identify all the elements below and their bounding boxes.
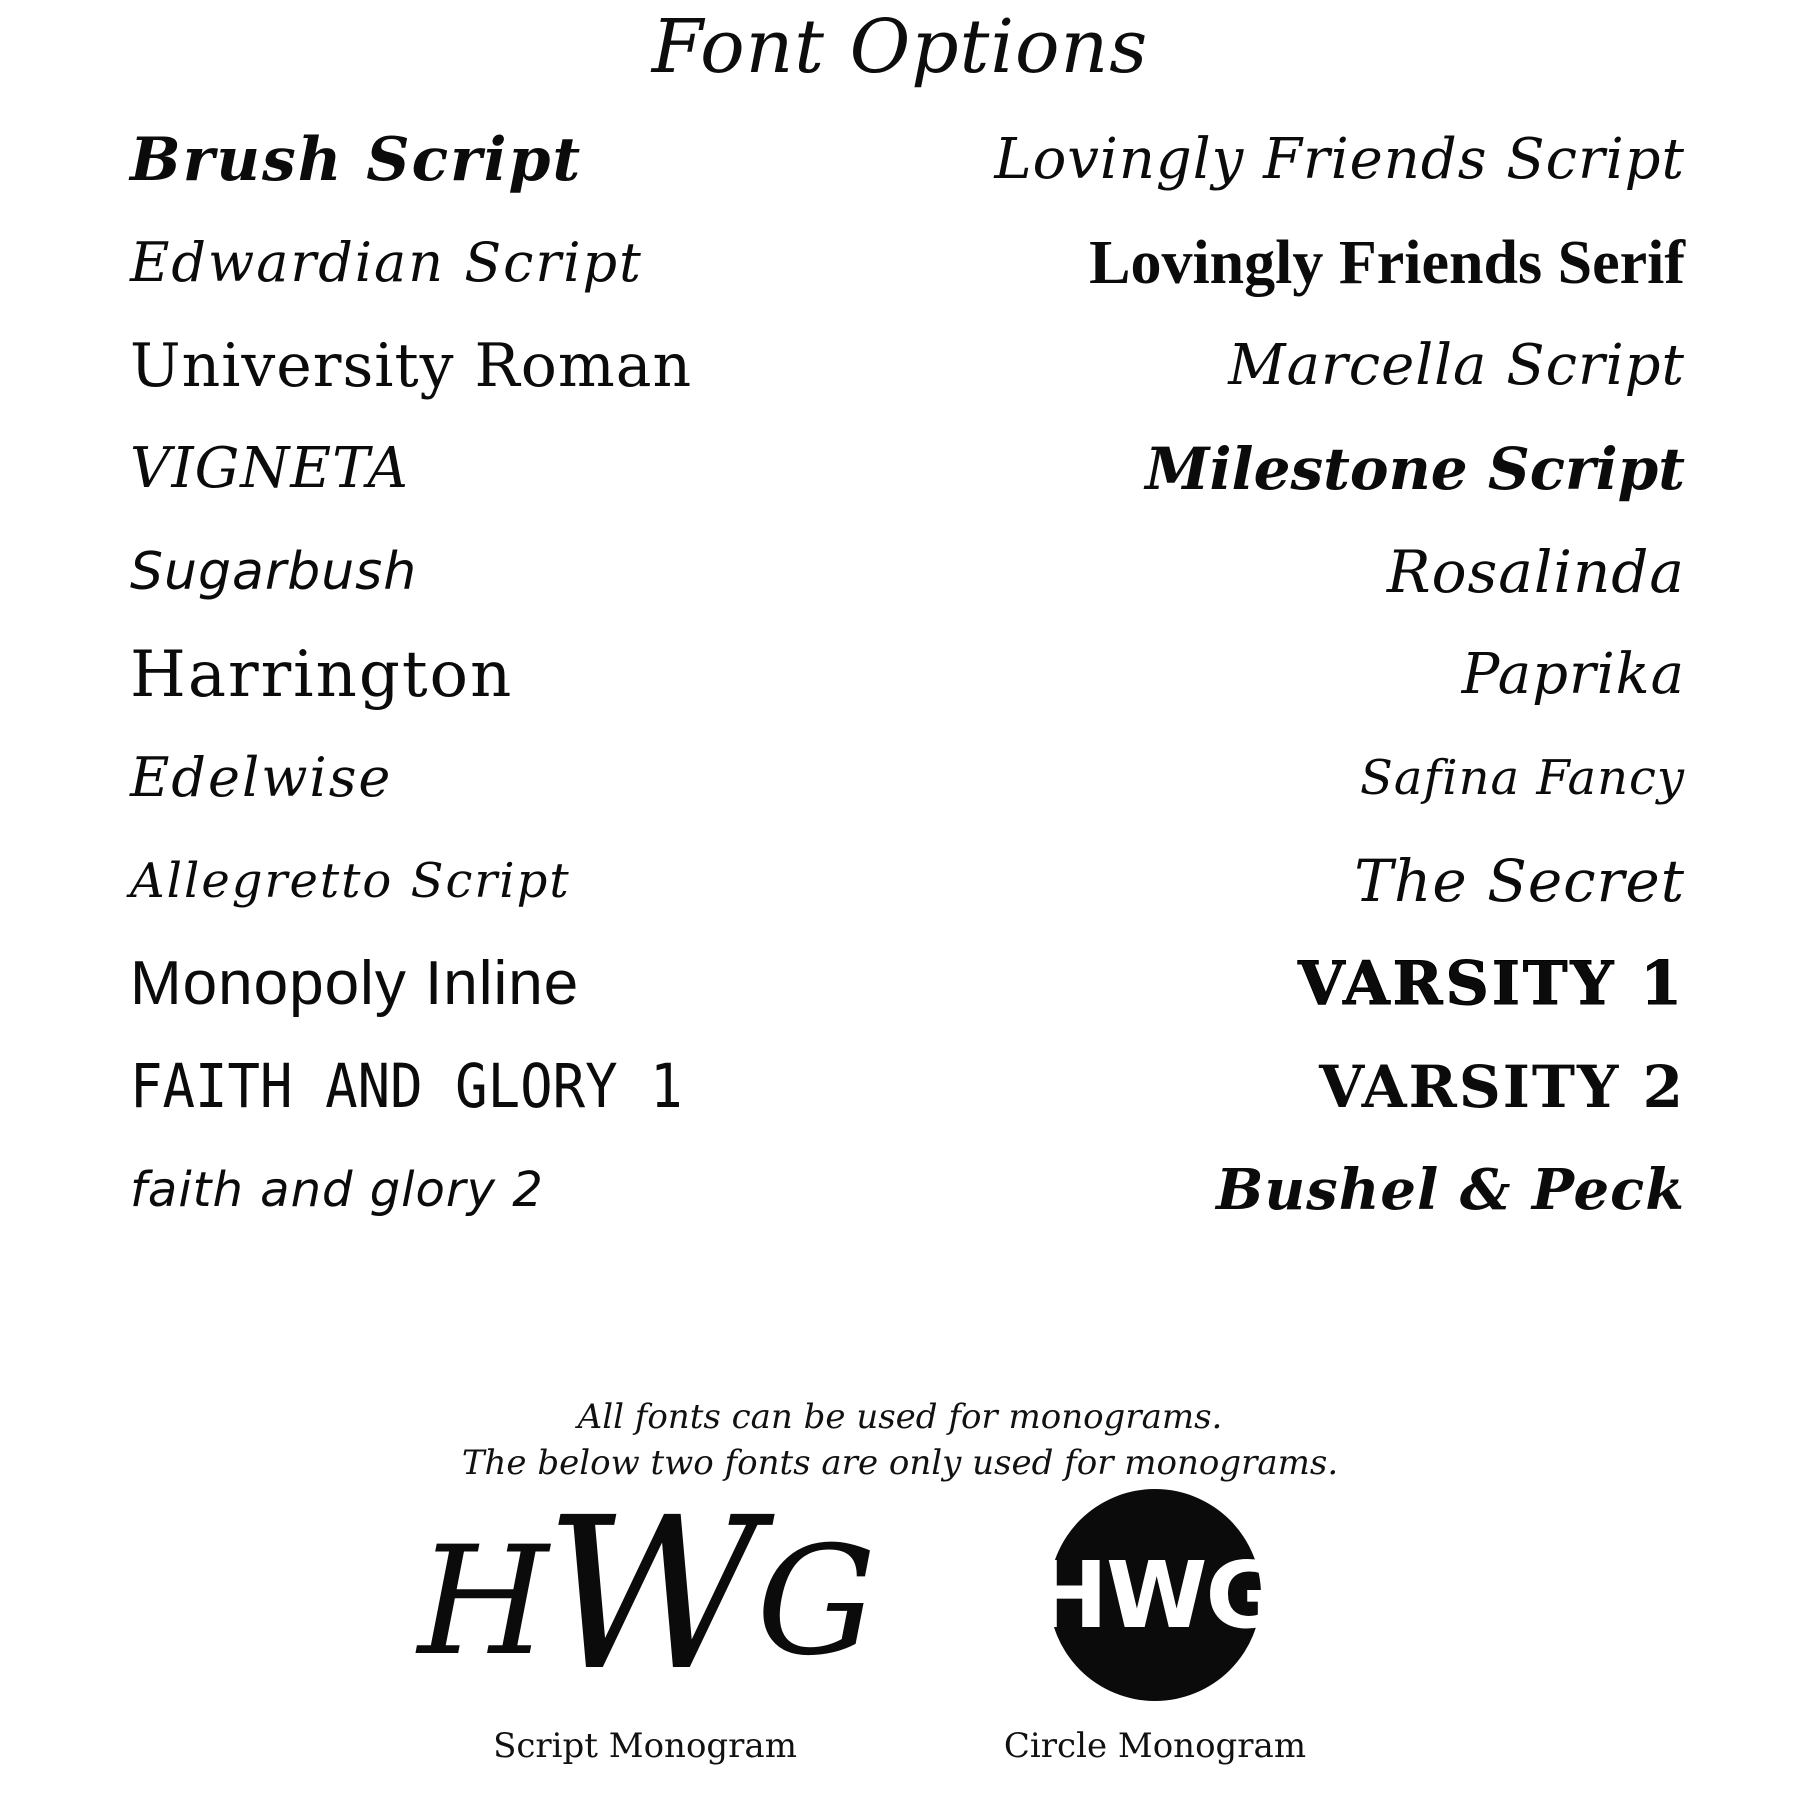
font-sample-sugarbush[interactable]: Sugarbush — [130, 541, 418, 602]
font-sample-harrington[interactable]: Harrington — [130, 637, 514, 712]
note-line-2: The below two fonts are only used for monograms. — [461, 1442, 1339, 1483]
font-sample-university-roman[interactable]: University Roman — [130, 330, 693, 401]
font-sample-rosalinda[interactable]: Rosalinda — [1386, 537, 1685, 606]
font-sample-the-secret[interactable]: The Secret — [1354, 846, 1685, 915]
font-sample-faith-and-glory-1[interactable]: FAITH AND GLORY 1 — [130, 1050, 683, 1122]
circle-monogram-art — [990, 1480, 1320, 1710]
font-sample-monopoly-inline[interactable]: Monopoly Inline — [130, 948, 580, 1018]
script-monogram-caption: Script Monogram — [493, 1726, 797, 1766]
script-monogram-letters — [417, 1472, 873, 1717]
font-column-left — [0, 108, 900, 1378]
font-sample-faith-and-glory-2[interactable]: faith and glory 2 — [130, 1161, 544, 1218]
circle-monogram-block[interactable] — [990, 1480, 1320, 1766]
page-title: Font Options — [651, 4, 1149, 90]
script-monogram-art — [417, 1472, 873, 1717]
font-sample-edelwise[interactable]: Edelwise — [130, 745, 393, 809]
font-sample-edwardian-script[interactable]: Edwardian Script — [130, 230, 643, 294]
monogram-showcase — [0, 1472, 1800, 1766]
font-sample-bushel-and-peck[interactable]: Bushel & Peck — [1216, 1156, 1685, 1223]
monogram-notes — [0, 1395, 1800, 1487]
font-sample-lovingly-friends-serif[interactable]: Lovingly Friends Serif — [1089, 228, 1685, 297]
script-monogram-initial-center: W — [544, 1472, 757, 1717]
font-sample-vigneta[interactable]: VIGNETA — [130, 435, 409, 501]
font-sample-brush-script[interactable]: Brush Script — [130, 124, 583, 195]
script-monogram-block[interactable] — [417, 1472, 873, 1766]
font-sample-paprika[interactable]: Paprika — [1461, 641, 1685, 707]
circle-monogram-initials: HWG — [1049, 1489, 1261, 1701]
font-sample-varsity-2[interactable]: VARSITY 2 — [1319, 1052, 1685, 1121]
font-sample-lovingly-friends-script[interactable]: Lovingly Friends Script — [994, 126, 1685, 192]
font-sample-columns — [0, 108, 1800, 1378]
font-sample-varsity-1[interactable]: VARSITY 1 — [1298, 948, 1685, 1019]
script-monogram-initial-right: G — [756, 1515, 873, 1689]
script-monogram-initial-left: H — [417, 1515, 545, 1689]
font-sample-safina-fancy[interactable]: Safina Fancy — [1360, 749, 1685, 806]
font-sample-allegretto-script[interactable]: Allegretto Script — [130, 852, 571, 909]
circle-monogram-caption: Circle Monogram — [1003, 1726, 1307, 1766]
font-sample-milestone-script[interactable]: Milestone Script — [1145, 434, 1685, 503]
font-sample-marcella-script[interactable]: Marcella Script — [1228, 332, 1685, 398]
note-line-1: All fonts can be used for monograms. — [577, 1397, 1223, 1437]
font-column-right — [900, 108, 1800, 1378]
